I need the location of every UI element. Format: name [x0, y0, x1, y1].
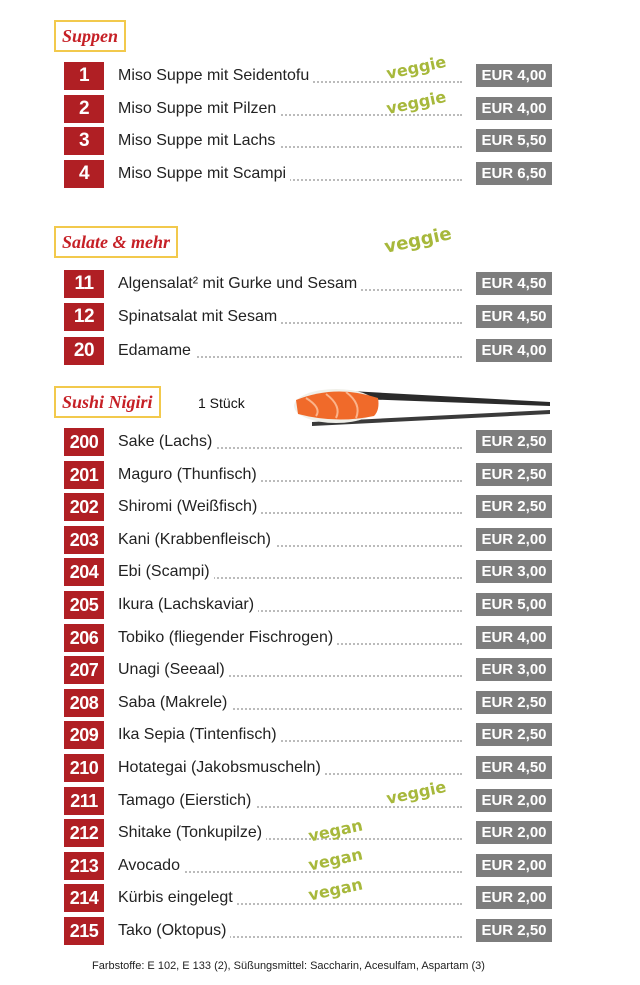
- item-name-text: Sake (Lachs): [118, 433, 216, 450]
- item-name-text: Kani (Krabbenfleisch): [118, 531, 275, 548]
- item-price: EUR 4,50: [476, 272, 552, 295]
- item-price: EUR 2,50: [476, 691, 552, 714]
- item-name-text: Ebi (Scampi): [118, 563, 214, 580]
- veggie-tag: veggie: [384, 86, 448, 118]
- section-title-nigiri: Sushi Nigiri: [54, 386, 161, 418]
- item-name-text: Maguro (Thunfisch): [118, 466, 261, 483]
- menu-item-row: [64, 815, 552, 847]
- menu-item-row: [64, 493, 552, 521]
- item-price: EUR 2,00: [476, 854, 552, 877]
- item-name: [118, 428, 462, 456]
- item-price: EUR 2,00: [476, 789, 552, 812]
- vegan-tag: vegan: [306, 874, 365, 905]
- menu-item-row: [64, 874, 552, 912]
- item-name-text: Tamago (Eierstich): [118, 792, 255, 809]
- item-price: EUR 3,00: [476, 658, 552, 681]
- item-price: EUR 2,00: [476, 528, 552, 551]
- menu-item-row: [64, 86, 552, 123]
- item-number: 215: [64, 917, 104, 945]
- item-number: 213: [64, 852, 104, 880]
- item-name: [118, 127, 462, 155]
- item-name-text: Miso Suppe mit Pilzen: [118, 100, 280, 117]
- item-name: [118, 884, 462, 912]
- item-price: EUR 2,00: [476, 886, 552, 909]
- item-name-text: Spinatsalat mit Sesam: [118, 308, 281, 325]
- item-name-text: Shitake (Tonkupilze): [118, 824, 266, 841]
- item-price: EUR 2,00: [476, 821, 552, 844]
- item-price: EUR 4,00: [476, 97, 552, 120]
- item-number: 12: [64, 303, 104, 331]
- item-name-text: Miso Suppe mit Lachs: [118, 132, 279, 149]
- item-name-text: Kürbis eingelegt: [118, 889, 237, 906]
- vegan-tag: vegan: [306, 815, 365, 846]
- item-price: EUR 4,00: [476, 64, 552, 87]
- menu-item-row: [64, 160, 552, 188]
- salate-veggie-tag: veggie: [382, 223, 454, 258]
- item-name: [118, 624, 462, 652]
- item-number: 3: [64, 127, 104, 155]
- menu-item-row: [64, 428, 552, 456]
- item-name-text: Tobiko (fliegender Fischrogen): [118, 629, 337, 646]
- item-name-text: Unagi (Seeaal): [118, 661, 229, 678]
- item-number: 203: [64, 526, 104, 554]
- item-price: EUR 4,50: [476, 305, 552, 328]
- menu-item-row: [64, 337, 552, 365]
- item-number: 210: [64, 754, 104, 782]
- item-price: EUR 2,50: [476, 723, 552, 746]
- menu-item-row: [64, 51, 552, 90]
- item-number: 200: [64, 428, 104, 456]
- item-name: [118, 337, 462, 365]
- item-price: EUR 4,00: [476, 626, 552, 649]
- item-name: [118, 270, 462, 298]
- item-number: 20: [64, 337, 104, 365]
- menu-item-row: [64, 656, 552, 684]
- menu-item-row: [64, 917, 552, 945]
- item-number: 206: [64, 624, 104, 652]
- item-name-text: Avocado: [118, 857, 184, 874]
- item-name: [118, 721, 462, 749]
- menu-item-row: [64, 558, 552, 586]
- item-number: 2: [64, 95, 104, 123]
- menu-item-row: [64, 461, 552, 489]
- item-name: [118, 461, 462, 489]
- menu-item-row: [64, 303, 552, 331]
- item-number: 4: [64, 160, 104, 188]
- item-name-text: Algensalat² mit Gurke und Sesam: [118, 275, 361, 292]
- item-name: [118, 160, 462, 188]
- vegan-tag: vegan: [306, 844, 365, 875]
- item-name-text: Hotategai (Jakobsmuscheln): [118, 759, 325, 776]
- veggie-tag: veggie: [384, 776, 448, 808]
- item-name: [118, 591, 462, 619]
- item-name: [118, 754, 462, 782]
- item-price: EUR 2,50: [476, 430, 552, 453]
- footnote: Farbstoffe: E 102, E 133 (2), Süßungsmittel: Saccharin, Acesulfam, Aspartam (3): [92, 960, 485, 972]
- menu-item-row: [64, 754, 552, 782]
- item-number: 212: [64, 819, 104, 847]
- item-number: 205: [64, 591, 104, 619]
- item-price: EUR 2,50: [476, 919, 552, 942]
- nigiri-chopsticks-image: [292, 384, 554, 430]
- item-name: [118, 493, 462, 521]
- item-name-text: Miso Suppe mit Scampi: [118, 165, 290, 182]
- item-number: 211: [64, 787, 104, 815]
- item-number: 209: [64, 721, 104, 749]
- section-title-suppen: Suppen: [54, 20, 126, 52]
- menu-item-row: [64, 270, 552, 298]
- item-name: [118, 852, 462, 880]
- item-number: 1: [64, 62, 104, 90]
- menu-item-row: [64, 591, 552, 619]
- item-number: 202: [64, 493, 104, 521]
- item-number: 208: [64, 689, 104, 717]
- item-name-text: Edamame: [118, 342, 195, 359]
- item-price: EUR 2,50: [476, 463, 552, 486]
- section-title-salate: Salate & mehr: [54, 226, 178, 258]
- item-name-text: Miso Suppe mit Seidentofu: [118, 67, 313, 84]
- menu-item-row: [64, 776, 552, 815]
- item-number: 204: [64, 558, 104, 586]
- item-name: [118, 819, 462, 847]
- item-price: EUR 4,00: [476, 339, 552, 362]
- item-name-text: Ika Sepia (Tintenfisch): [118, 726, 281, 743]
- item-number: 201: [64, 461, 104, 489]
- menu-item-row: [64, 689, 552, 717]
- item-name-text: Saba (Makrele): [118, 694, 231, 711]
- item-price: EUR 6,50: [476, 162, 552, 185]
- menu-item-row: [64, 844, 552, 880]
- item-name: [118, 526, 462, 554]
- item-name-text: Ikura (Lachskaviar): [118, 596, 258, 613]
- item-price: EUR 3,00: [476, 560, 552, 583]
- item-price: EUR 5,50: [476, 129, 552, 152]
- item-number: 214: [64, 884, 104, 912]
- item-name: [118, 558, 462, 586]
- item-name-text: Tako (Oktopus): [118, 922, 230, 939]
- item-name: [118, 656, 462, 684]
- item-name: [118, 303, 462, 331]
- menu-item-row: [64, 721, 552, 749]
- menu-item-row: [64, 526, 552, 554]
- item-price: EUR 2,50: [476, 495, 552, 518]
- item-name: [118, 917, 462, 945]
- nigiri-quantity-note: 1 Stück: [198, 395, 245, 411]
- item-price: EUR 4,50: [476, 756, 552, 779]
- item-number: 11: [64, 270, 104, 298]
- item-number: 207: [64, 656, 104, 684]
- menu-item-row: [64, 624, 552, 652]
- item-name: [118, 689, 462, 717]
- item-name-text: Shiromi (Weißfisch): [118, 498, 261, 515]
- item-price: EUR 5,00: [476, 593, 552, 616]
- menu-item-row: [64, 127, 552, 155]
- veggie-tag: veggie: [384, 51, 448, 84]
